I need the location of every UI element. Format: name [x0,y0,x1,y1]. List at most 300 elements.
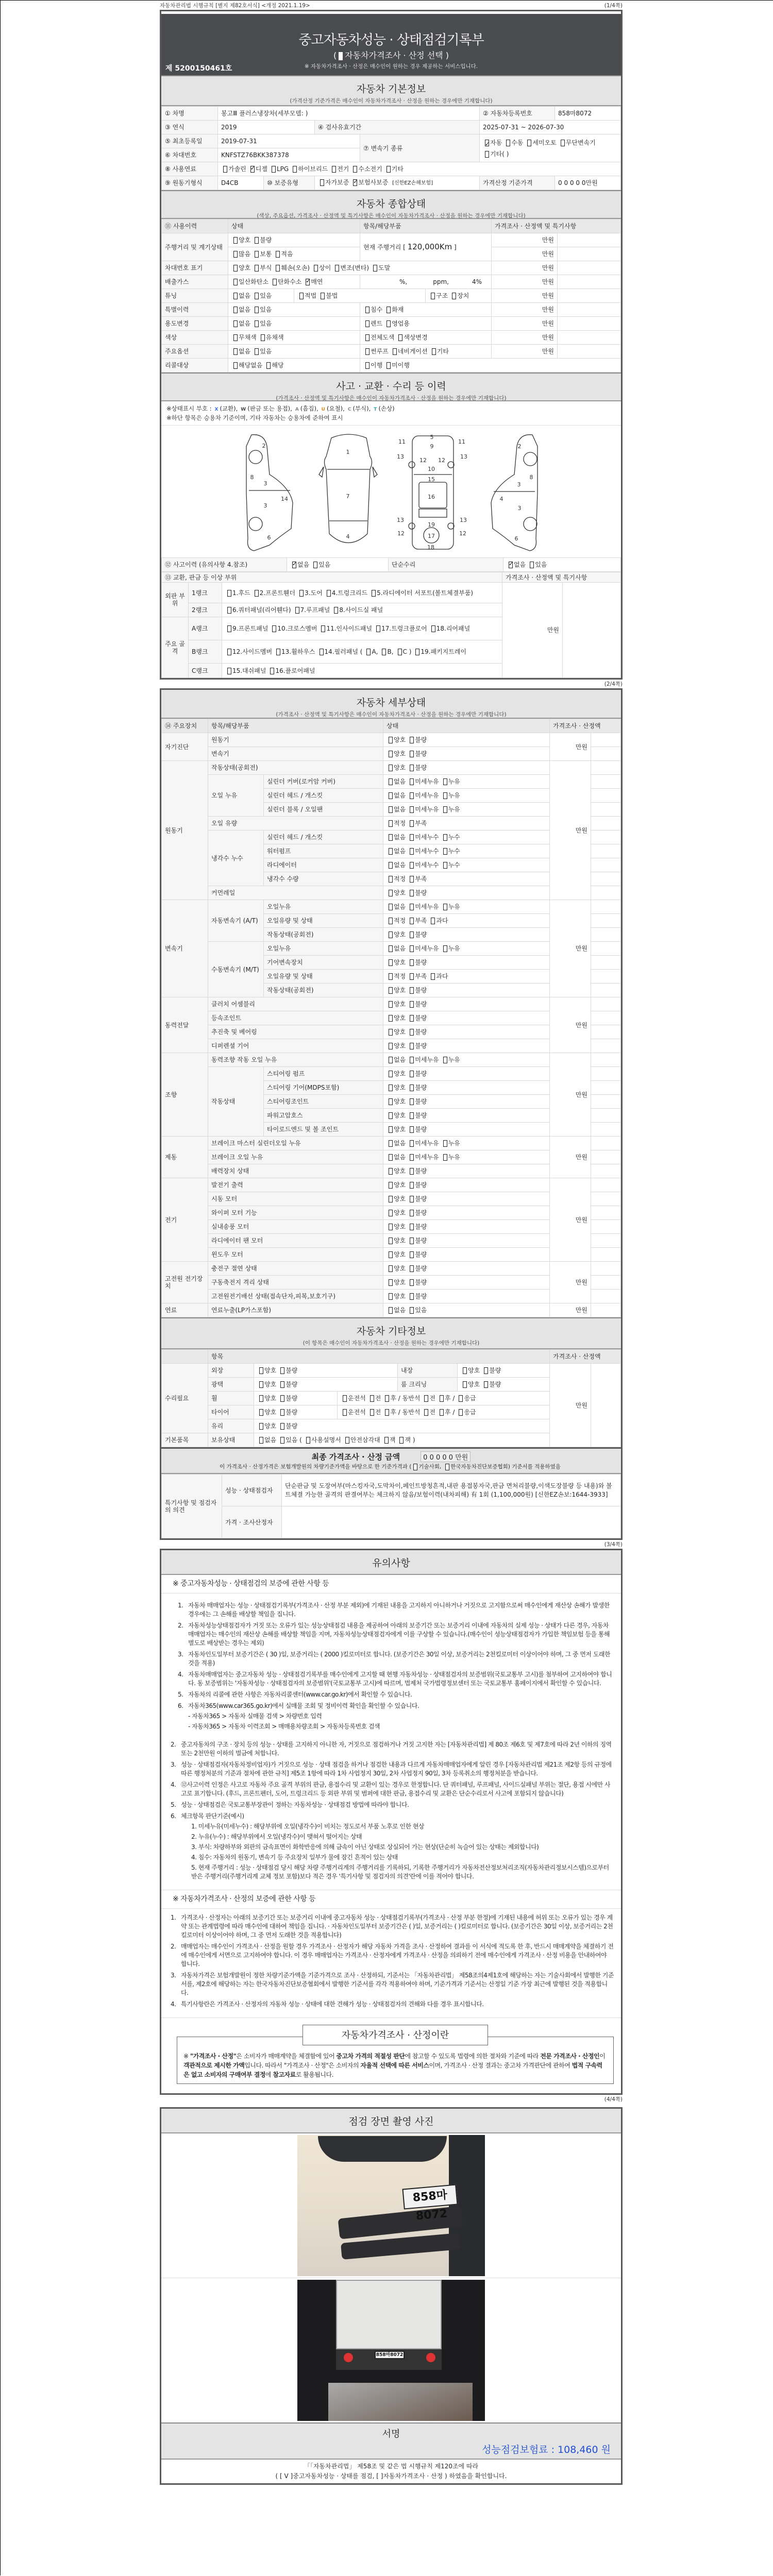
checkbox-icon[interactable] [389,1196,393,1202]
checkbox-icon[interactable] [327,590,331,597]
checkbox-option[interactable] [386,987,406,994]
checkbox-option[interactable] [386,1167,406,1175]
checkbox-icon[interactable] [484,1381,488,1388]
checkbox-icon[interactable] [389,765,393,771]
checkbox-option[interactable] [386,1279,406,1286]
checkbox-icon[interactable] [255,237,259,244]
checkbox-option[interactable] [382,1436,396,1444]
checkbox-option[interactable] [386,820,406,827]
checkbox-option[interactable] [259,334,284,341]
checkbox-option[interactable] [231,320,250,327]
checkbox-option[interactable] [441,778,460,785]
checkbox-icon[interactable] [410,1251,414,1258]
checkbox-icon[interactable] [223,166,227,173]
checkbox-icon[interactable] [431,973,435,980]
checkbox-option[interactable] [441,861,460,869]
checkbox-icon[interactable] [410,834,414,841]
checkbox-icon[interactable] [389,737,393,743]
checkbox-option[interactable] [253,264,272,272]
checkbox-option[interactable] [438,1409,455,1416]
checkbox-icon[interactable] [389,987,393,994]
checkbox-option[interactable] [528,561,547,568]
checkbox-icon[interactable] [272,166,276,173]
checkbox-icon[interactable] [334,607,338,614]
checkbox-icon[interactable] [410,1224,414,1230]
checkbox-option[interactable] [443,1464,561,1470]
checkbox-icon[interactable] [255,251,259,258]
checkbox-option[interactable] [408,1195,427,1202]
checkbox-icon[interactable] [410,1265,414,1272]
checkbox-icon[interactable] [389,1265,393,1272]
checkbox-option[interactable] [507,561,526,568]
checkbox-icon[interactable] [299,590,304,597]
checkbox-icon[interactable] [345,1437,349,1444]
checkbox-option[interactable] [231,306,250,313]
checkbox-option[interactable] [408,1126,427,1133]
checkbox-option[interactable] [386,1014,406,1022]
checkbox-option[interactable] [319,625,372,632]
checkbox-option[interactable] [408,1042,427,1049]
checkbox-icon[interactable] [410,806,414,813]
checkbox-option[interactable] [386,875,406,883]
checkbox-option[interactable] [363,306,382,313]
checkbox-icon[interactable] [227,649,231,655]
checkbox-option[interactable] [408,1154,439,1161]
checkbox-option[interactable] [386,834,406,841]
checkbox-option[interactable] [363,334,394,341]
checkbox-icon[interactable] [384,1437,389,1444]
checkbox-icon[interactable] [431,625,435,632]
checkbox-option[interactable] [270,625,317,632]
checkbox-icon[interactable] [321,625,325,632]
checkbox-icon[interactable] [389,1098,393,1105]
checkbox-option[interactable] [225,667,266,674]
checkbox-icon[interactable] [415,649,419,655]
checkbox-option[interactable] [408,875,427,883]
checkbox-icon[interactable] [389,1001,393,1008]
checkbox-option[interactable] [363,348,389,355]
checkbox-option[interactable] [391,348,428,355]
checkbox-option[interactable] [253,320,272,327]
checkbox-icon[interactable] [389,1126,393,1133]
checkbox-icon[interactable] [443,904,447,910]
checkbox-option[interactable] [383,1395,420,1402]
checkbox-option[interactable] [386,764,406,771]
checkbox-option[interactable] [408,1237,427,1244]
checkbox-icon[interactable] [424,1395,428,1402]
checkbox-icon[interactable] [440,1409,444,1416]
checkbox-icon[interactable] [410,820,414,827]
checkbox-icon[interactable] [276,251,280,258]
checkbox-option[interactable] [441,792,460,799]
checkbox-icon[interactable] [227,607,231,614]
checkbox-option[interactable] [304,278,323,285]
checkbox-icon[interactable] [410,918,414,924]
checkbox-icon[interactable] [389,1251,393,1258]
checkbox-option[interactable] [248,165,267,173]
checkbox-icon[interactable] [365,320,369,327]
checkbox-icon[interactable] [389,792,393,799]
checkbox-icon[interactable] [410,1057,414,1063]
checkbox-option[interactable] [408,861,439,869]
checkbox-icon[interactable] [389,1015,393,1022]
checkbox-option[interactable] [386,1195,406,1202]
checkbox-icon[interactable] [389,1182,393,1189]
checkbox-option[interactable] [386,917,406,924]
checkbox-icon[interactable] [463,1381,467,1388]
checkbox-option[interactable] [278,1367,297,1374]
checkbox-icon[interactable] [506,140,510,146]
checkbox-icon[interactable] [276,649,280,655]
checkbox-option[interactable] [257,1422,276,1430]
checkbox-option[interactable] [332,606,383,614]
checkbox-icon[interactable] [270,668,274,674]
checkbox-option[interactable] [408,1209,427,1216]
checkbox-icon[interactable] [370,1395,374,1402]
checkbox-option[interactable] [257,1436,276,1444]
checkbox-icon[interactable] [443,778,447,785]
checkbox-icon[interactable] [233,307,238,313]
checkbox-option[interactable] [368,1395,381,1402]
checkbox-option[interactable] [297,292,316,299]
checkbox-icon[interactable] [410,792,414,799]
checkbox-option[interactable] [386,1154,406,1161]
checkbox-option[interactable] [274,648,315,655]
checkbox-icon[interactable] [389,1112,393,1119]
checkbox-icon[interactable] [389,834,393,841]
checkbox-option[interactable] [253,348,272,355]
checkbox-icon[interactable] [389,1224,393,1230]
checkbox-option[interactable] [386,1001,406,1008]
checkbox-option[interactable] [482,1381,501,1388]
checkbox-icon[interactable] [343,1409,347,1416]
checkbox-option[interactable] [257,1381,276,1388]
checkbox-icon[interactable] [410,931,414,938]
checkbox-icon[interactable] [443,1140,447,1147]
checkbox-option[interactable] [268,667,315,674]
checkbox-option[interactable] [312,264,331,272]
checkbox-option[interactable] [408,903,439,910]
checkbox-icon[interactable] [255,265,259,272]
checkbox-option[interactable] [363,320,382,327]
checkbox-option[interactable] [386,778,406,785]
checkbox-icon[interactable] [280,1423,284,1430]
checkbox-icon[interactable] [365,334,369,341]
checkbox-icon[interactable] [410,1071,414,1077]
checkbox-option[interactable] [374,625,427,632]
checkbox-option[interactable] [483,139,502,146]
checkbox-icon[interactable] [410,973,414,980]
checkbox-icon[interactable] [443,1154,447,1161]
checkbox-icon[interactable] [332,166,336,173]
checkbox-icon[interactable] [261,334,265,341]
checkbox-option[interactable] [386,1042,406,1049]
checkbox-icon[interactable] [410,1112,414,1119]
checkbox-option[interactable] [461,1367,480,1374]
checkbox-option[interactable] [386,931,406,938]
checkbox-icon[interactable] [410,1043,414,1049]
checkbox-option[interactable] [457,1395,476,1402]
checkbox-option[interactable] [408,1070,427,1077]
checkbox-option[interactable] [408,1223,427,1230]
checkbox-option[interactable] [457,1409,476,1416]
checkbox-icon[interactable] [389,1029,393,1036]
checkbox-icon[interactable] [299,293,304,299]
checkbox-icon[interactable] [459,1409,463,1416]
checkbox-icon[interactable] [389,931,393,938]
checkbox-icon[interactable] [266,362,271,369]
checkbox-icon[interactable] [410,959,414,966]
checkbox-option[interactable] [408,778,439,785]
checkbox-icon[interactable] [389,1043,393,1049]
checkbox-icon[interactable] [365,348,369,355]
checkbox-icon[interactable] [372,590,376,597]
checkbox-icon[interactable] [386,320,391,327]
checkbox-option[interactable] [278,1381,297,1388]
checkbox-icon[interactable] [259,1381,263,1388]
checkbox-icon[interactable] [389,904,393,910]
checkbox-icon[interactable] [233,348,238,355]
checkbox-icon[interactable] [443,806,447,813]
checkbox-option[interactable] [430,348,449,355]
checkbox-option[interactable] [369,589,473,597]
checkbox-icon[interactable] [410,1307,414,1314]
checkbox-icon[interactable] [227,590,231,597]
checkbox-icon[interactable] [233,237,238,244]
checkbox-option[interactable] [231,334,257,341]
checkbox-option[interactable] [408,987,427,994]
checkbox-option[interactable] [441,1056,460,1063]
checkbox-icon[interactable] [233,334,238,341]
checkbox-icon[interactable] [306,279,310,285]
checkbox-option[interactable] [386,1070,406,1077]
checkbox-option[interactable] [317,648,363,655]
checkbox-option[interactable] [429,292,448,299]
checkbox-option[interactable] [386,1209,406,1216]
checkbox-option[interactable] [386,1265,406,1272]
checkbox-icon[interactable] [398,334,402,341]
checkbox-option[interactable] [441,1140,460,1147]
checkbox-option[interactable] [408,792,439,799]
checkbox-icon[interactable] [410,848,414,855]
checkbox-option[interactable] [384,165,404,173]
checkbox-icon[interactable] [321,293,325,299]
checkbox-option[interactable] [386,1223,406,1230]
checkbox-icon[interactable] [410,904,414,910]
checkbox-icon[interactable] [443,945,447,952]
checkbox-icon[interactable] [293,166,297,173]
checkbox-option[interactable] [408,1181,427,1189]
checkbox-icon[interactable] [389,1057,393,1063]
checkbox-icon[interactable] [389,778,393,785]
checkbox-icon[interactable] [410,1029,414,1036]
checkbox-icon[interactable] [410,765,414,771]
checkbox-icon[interactable] [250,166,255,173]
checkbox-icon[interactable] [233,265,238,272]
checkbox-icon[interactable] [292,562,296,568]
checkbox-option[interactable] [364,648,378,655]
checkbox-option[interactable] [408,764,427,771]
checkbox-option[interactable] [386,1126,406,1133]
checkbox-icon[interactable] [431,293,435,299]
checkbox-option[interactable] [441,806,460,813]
checkbox-option[interactable] [278,1395,297,1402]
checkbox-icon[interactable] [485,140,489,146]
checkbox-option[interactable] [408,834,439,841]
checkbox-icon[interactable] [389,862,393,869]
checkbox-option[interactable] [422,1409,435,1416]
checkbox-icon[interactable] [353,179,357,186]
checkbox-icon[interactable] [389,1071,393,1077]
checkbox-icon[interactable] [233,279,238,285]
checkbox-option[interactable] [441,834,460,841]
checkbox-option[interactable] [408,1098,427,1105]
checkbox-option[interactable] [278,1409,297,1416]
checkbox-option[interactable] [297,589,323,597]
checkbox-icon[interactable] [443,862,447,869]
checkbox-icon[interactable] [463,1367,467,1374]
checkbox-option[interactable] [231,250,250,258]
checkbox-icon[interactable] [365,362,369,369]
checkbox-option[interactable] [441,903,460,910]
checkbox-option[interactable] [257,1409,276,1416]
checkbox-icon[interactable] [389,1307,393,1314]
checkbox-icon[interactable] [389,918,393,924]
checkbox-icon[interactable] [255,307,259,313]
checkbox-option[interactable] [225,589,250,597]
checkbox-icon[interactable] [432,348,436,355]
checkbox-icon[interactable] [259,1409,263,1416]
checkbox-icon[interactable] [280,1437,284,1444]
checkbox-icon[interactable] [353,166,357,173]
checkbox-icon[interactable] [443,1057,447,1063]
checkbox-icon[interactable] [389,890,393,896]
checkbox-icon[interactable] [385,1409,389,1416]
checkbox-option[interactable] [483,150,509,158]
checkbox-option[interactable] [274,264,310,272]
checkbox-option[interactable] [386,1028,406,1036]
checkbox-option[interactable] [384,320,410,327]
checkbox-option[interactable] [386,959,406,966]
checkbox-option[interactable] [257,1367,276,1374]
checkbox-option[interactable] [408,1056,439,1063]
checkbox-icon[interactable] [389,1168,393,1175]
checkbox-icon[interactable] [389,945,393,952]
checkbox-icon[interactable] [389,959,393,966]
checkbox-option[interactable] [408,750,427,757]
checkbox-icon[interactable] [389,973,393,980]
checkbox-option[interactable] [408,820,427,827]
checkbox-option[interactable] [525,139,556,146]
checkbox-option[interactable] [386,1293,406,1300]
checkbox-icon[interactable] [413,1464,417,1470]
checkbox-option[interactable] [408,1265,427,1272]
checkbox-option[interactable] [291,165,328,173]
checkbox-option[interactable] [225,648,272,655]
checkbox-option[interactable] [386,1140,406,1147]
checkbox-option[interactable] [231,236,250,244]
checkbox-icon[interactable] [259,1423,263,1430]
checkbox-icon[interactable] [410,945,414,952]
checkbox-option[interactable] [274,250,293,258]
checkbox-icon[interactable] [233,251,238,258]
checkbox-icon[interactable] [445,1464,449,1470]
checkbox-option[interactable] [231,264,250,272]
checkbox-icon[interactable] [376,625,380,632]
checkbox-icon[interactable] [389,848,393,855]
checkbox-option[interactable] [343,1436,380,1444]
checkbox-option[interactable] [363,362,382,369]
checkbox-option[interactable] [422,1395,435,1402]
checkbox-icon[interactable] [366,649,371,655]
checkbox-icon[interactable] [320,649,324,655]
checkbox-option[interactable] [408,1293,427,1300]
checkbox-option[interactable] [330,165,349,173]
checkbox-option[interactable] [231,278,268,285]
checkbox-option[interactable] [225,625,268,632]
checkbox-option[interactable] [290,561,309,568]
checkbox-icon[interactable] [255,293,259,299]
checkbox-icon[interactable] [389,1210,393,1216]
checkbox-option[interactable] [408,1251,427,1258]
checkbox-option[interactable] [396,334,427,341]
checkbox-icon[interactable] [440,1395,444,1402]
checkbox-option[interactable] [408,1028,427,1036]
checkbox-icon[interactable] [389,1154,393,1161]
checkbox-option[interactable] [408,1167,427,1175]
checkbox-icon[interactable] [410,987,414,994]
checkbox-icon[interactable] [272,625,276,632]
checkbox-icon[interactable] [459,1395,463,1402]
checkbox-option[interactable] [504,139,523,146]
checkbox-icon[interactable] [410,1279,414,1286]
checkbox-option[interactable] [221,165,246,173]
checkbox-icon[interactable] [259,1367,263,1374]
checkbox-icon[interactable] [443,834,447,841]
checkbox-option[interactable] [293,606,330,614]
checkbox-option[interactable] [441,1154,460,1161]
checkbox-icon[interactable] [398,649,402,655]
checkbox-icon[interactable] [410,751,414,757]
checkbox-option[interactable] [386,973,406,980]
checkbox-option[interactable] [304,1436,341,1444]
checkbox-option[interactable] [438,1395,455,1402]
checkbox-icon[interactable] [410,1168,414,1175]
checkbox-option[interactable] [441,945,460,952]
checkbox-option[interactable] [341,1395,366,1402]
checkbox-option[interactable] [408,848,439,855]
checkbox-option[interactable] [386,861,406,869]
checkbox-icon[interactable] [373,265,377,272]
checkbox-icon[interactable] [424,1409,428,1416]
checkbox-option[interactable] [408,1279,427,1286]
checkbox-option[interactable] [408,806,439,813]
checkbox-option[interactable] [231,292,250,299]
checkbox-option[interactable] [231,362,262,369]
checkbox-icon[interactable] [410,1084,414,1091]
checkbox-option[interactable] [408,931,427,938]
checkbox-icon[interactable] [509,562,513,568]
checkbox-icon[interactable] [485,151,489,158]
checkbox-option[interactable] [386,1112,406,1119]
checkbox-icon[interactable] [335,265,339,272]
checkbox-icon[interactable] [259,1395,263,1402]
checkbox-option[interactable] [225,606,291,614]
checkbox-option[interactable] [450,292,469,299]
checkbox-option[interactable] [333,264,369,272]
checkbox-option[interactable] [408,1307,427,1314]
checkbox-icon[interactable] [255,590,259,597]
